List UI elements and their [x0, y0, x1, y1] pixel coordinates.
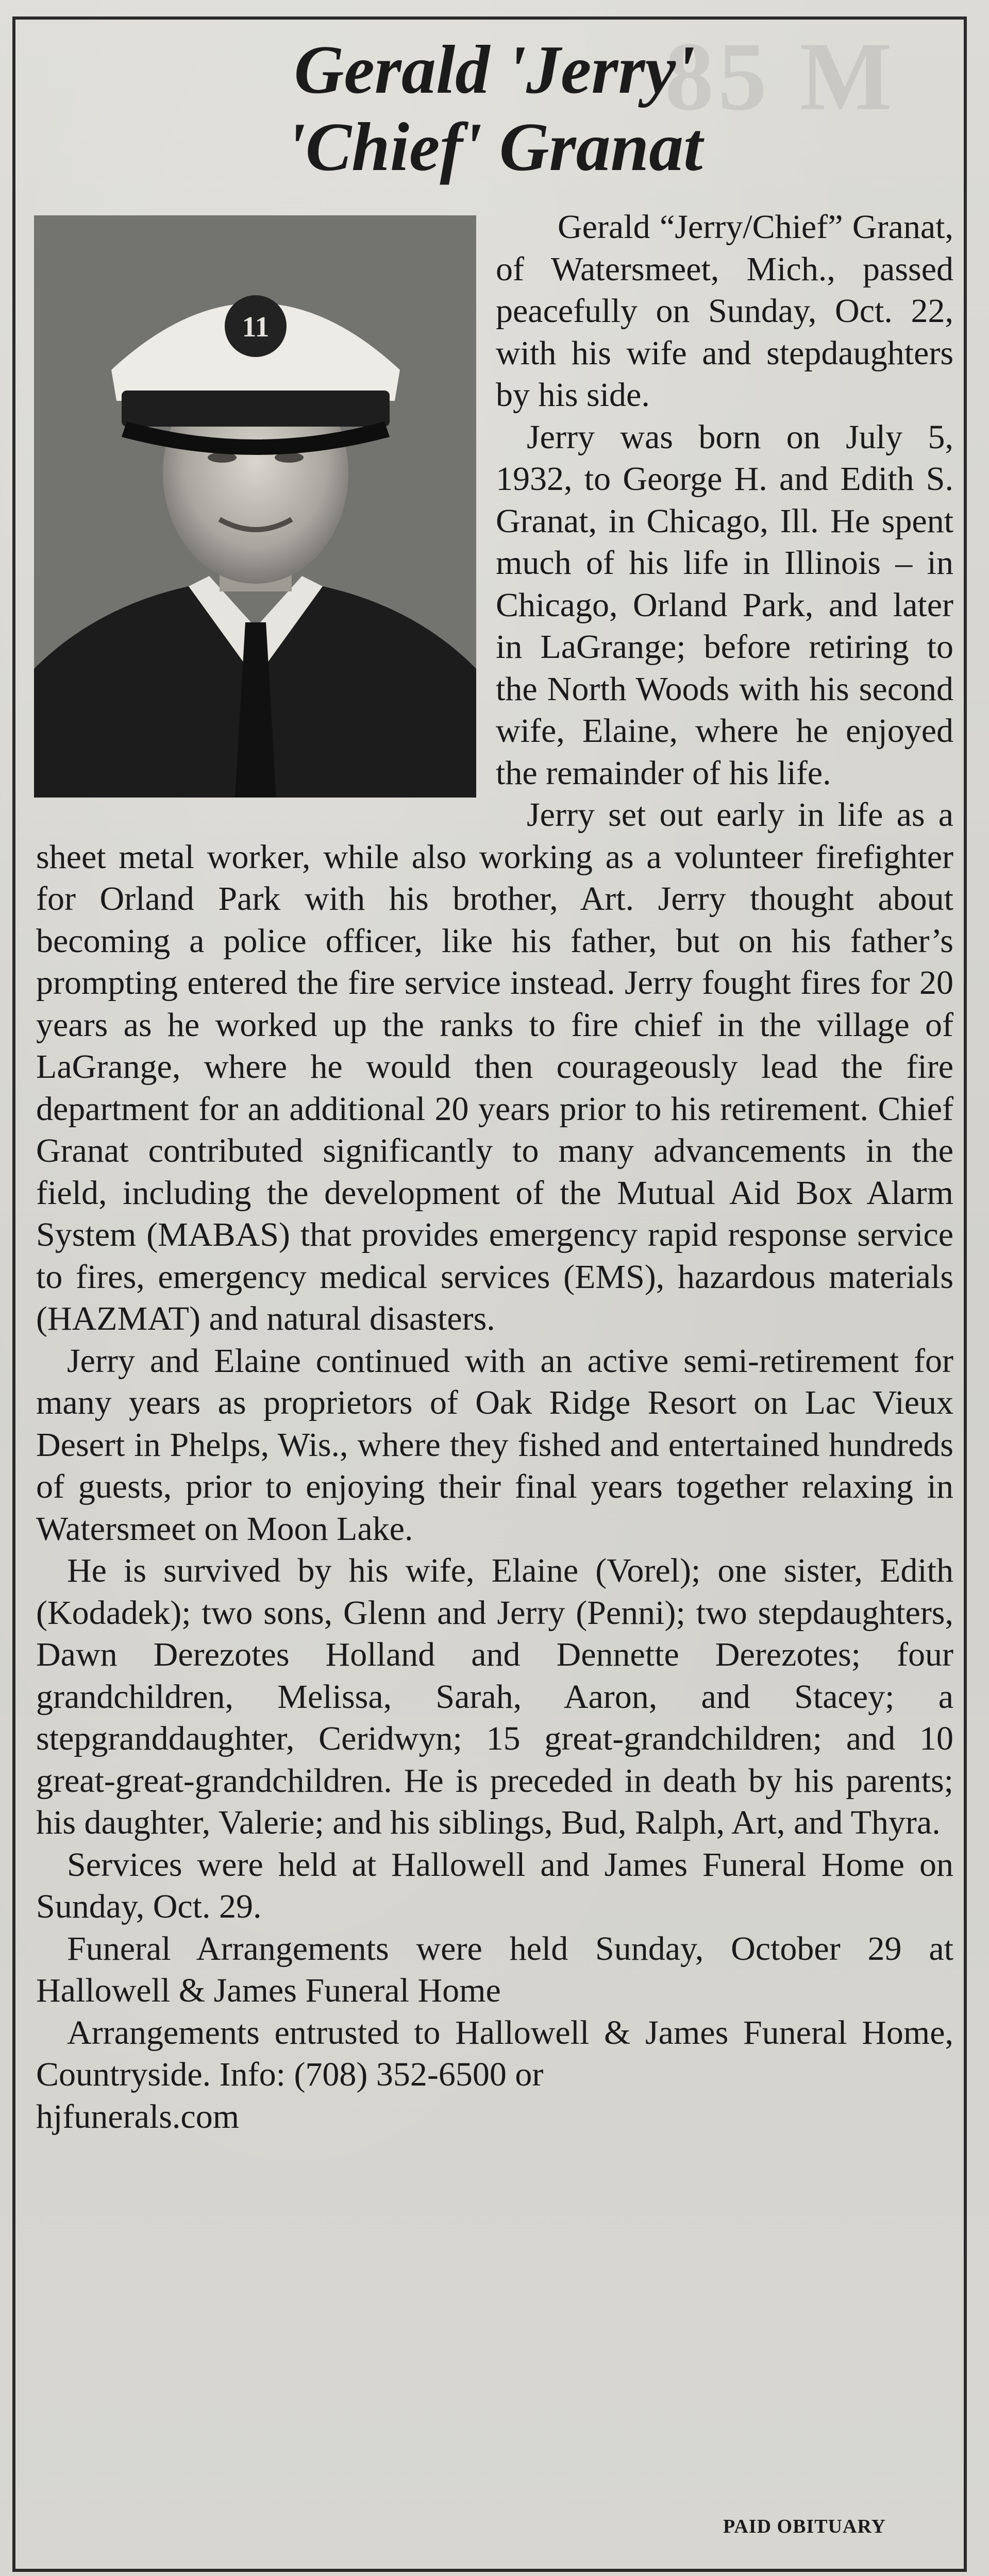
bleed-through-text: 85 M — [665, 23, 896, 131]
cap-badge-number: 11 — [242, 311, 270, 343]
arrangements-text: Arrangements entrusted to Hallowell & James Funeral Home, Countryside. Info: (708) 352-6500 or — [36, 2013, 953, 2093]
obituary-title — [0, 31, 989, 185]
paragraph-3: Jerry set out early in life as a sheet metal worker, while also working as a volunteer firefighter for Orland Park with his brother, Art. Jerry thought about becoming a police officer, like his father, but on his father’s prompting entered the fire service instead. Jerry fought fires for 20 years as he worked up the ranks to fire chief in the village of LaGrange, where he would then courageously lead the fire department for an additional 20 years prior to his retirement. Chief Granat contributed significantly to many advancements in the field, including the development of the Mutual Aid Box Alarm System (MABAS) that provides emergency rapid response service to fires, emergency medical services (EMS), hazardous materials (HAZMAT) and natural disasters. — [36, 796, 953, 1337]
paragraph-1: Gerald “Jerry/Chief” Granat, of Watersmeet, Mich., passed peacefully on Sunday, Oct. 22, with his wife and stepdaughters by his side. — [496, 208, 953, 414]
title-line-2: 'Chief' Granat — [286, 109, 703, 185]
paid-obituary-label: PAID OBITUARY — [723, 2516, 886, 2537]
paragraph-5: He is survived by his wife, Elaine (Vorel); one sister, Edith (Kodadek); two sons, Glenn and Jerry (Penni); two stepdaughters, Dawn Derezotes Holland and Dennette Derezotes; four grandchildren, Melissa, Sarah, Aaron, and Stacey; a stepgranddaughter, Ceridwyn; 15 great-grandchildren; and 10 great-great-grandchildren. He is preceded in death by his parents; his daughter, Valerie; and his siblings, Bud, Ralph, Art, and Thyra. — [36, 1552, 953, 1841]
obituary-body — [36, 206, 953, 2138]
funeral-home-website: hjfunerals.com — [36, 2097, 240, 2136]
title-line-1: Gerald 'Jerry' — [294, 31, 695, 108]
paragraph-2: Jerry was born on July 5, 1932, to George H. and Edith S. Granat, in Chicago, Ill. He spent much of his life in Illinois – in Chicago, Orland Park, and later in LaGrange; before retiring to the North Woods with his second wife, Elaine, where he enjoyed the remainder of his life. — [496, 418, 953, 792]
paragraph-8 — [36, 2012, 953, 2138]
paragraph-4: Jerry and Elaine continued with an active semi-retirement for many years as proprietors of Oak Ridge Resort on Lac Vieux Desert in Phelps, Wis., where they fished and entertained hundreds of guests, prior to enjoying their final years together relaxing in Watersmeet on Moon Lake. — [36, 1342, 953, 1548]
paragraph-6: Services were held at Hallowell and James Funeral Home on Sunday, Oct. 29. — [36, 1845, 953, 1925]
photo-spacer — [36, 206, 479, 814]
paragraph-7: Funeral Arrangements were held Sunday, October 29 at Hallowell & James Funeral Home — [36, 1929, 953, 2009]
